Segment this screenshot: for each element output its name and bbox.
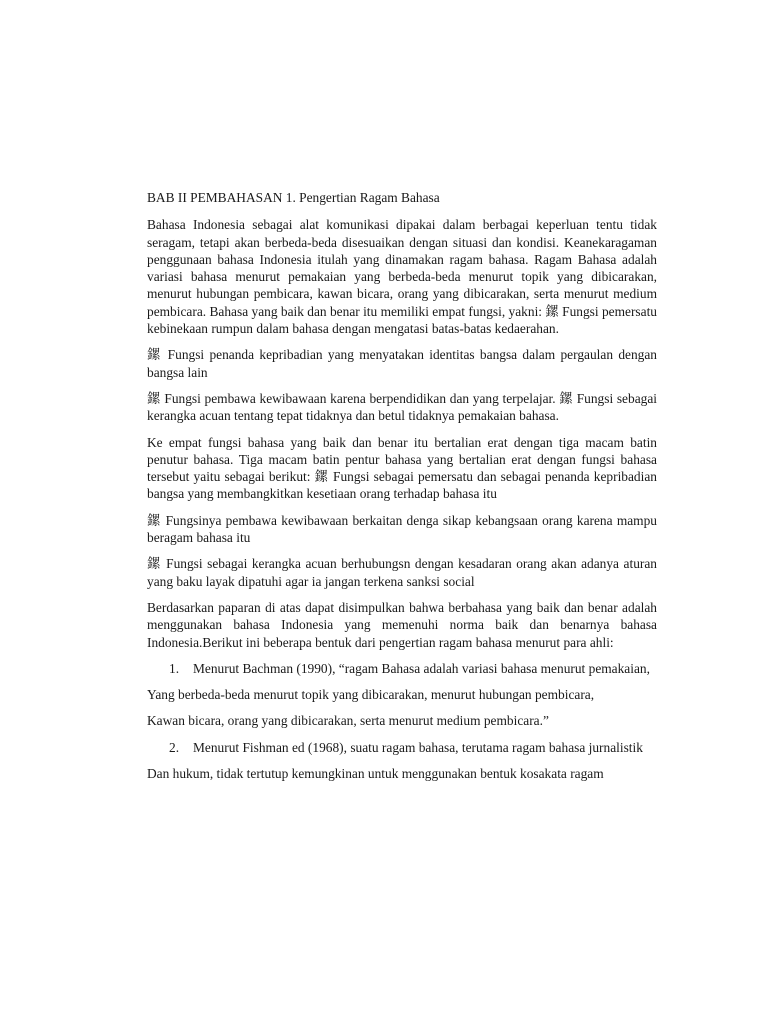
paragraph-bachman-cont-1: Yang berbeda-beda menurut topik yang dibicarakan, menurut hubungan pembicara, [147, 687, 595, 703]
list-item-text: Menurut Fishman ed (1968), suatu ragam bahasa, terutama ragam bahasa jurnalistik [193, 739, 643, 755]
paragraph-intro: Bahasa Indonesia sebagai alat komunikasi dipakai dalam berbagai keperluan tentu tidak seragam, tetapi akan berbeda-beda disesuaikan dengan situasi dan kondisi. Keanekaragaman penggunaan bahasa Indonesia itulah yang dinamakan ragam bahasa. Ragam Bahasa adalah variasi bahasa menurut pemakaian yang berbeda-beda menurut topik yang dibicarakan, menurut hubungan pembicara, kawan bicara, orang yang dibicarakan, serta menurut medium pembicara. Bahasa yang baik dan benar itu memiliki empat fungsi, yakni: 鏍 Fungsi pemersatu kebinekaan rumpun dalam bahasa dengan mengatasi batas-batas kedaerahan. [147, 217, 657, 337]
paragraph-bachman-cont-2: Kawan bicara, orang yang dibicarakan, serta menurut medium pembicara.” [147, 713, 549, 729]
list-item-bachman [147, 660, 657, 677]
list-number: 2. [169, 739, 180, 755]
paragraph-fungsinya-pembawa: 鏍 Fungsinya pembawa kewibawaan berkaitan denga sikap kebangsaan orang karena mampu beragam bahasa itu [147, 512, 657, 546]
list-item-fishman [147, 739, 657, 756]
list-item-text: Menurut Bachman (1990), “ragam Bahasa adalah variasi bahasa menurut pemakaian, [193, 660, 650, 676]
list-number: 1. [169, 660, 180, 676]
paragraph-batin-penutur: Ke empat fungsi bahasa yang baik dan benar itu bertalian erat dengan tiga macam batin penutur bahasa. Tiga macam batin pentur bahasa yang bertalian erat dengan fungsi bahasa tersebut yaitu sebagai berikut: 鏍 Fungsi sebagai pemersatu dan sebagai penanda kepribadian bangsa yang membangkitkan kesetiaan orang terhadap bahasa itu [147, 434, 657, 502]
paragraph-kesimpulan: Berdasarkan paparan di atas dapat disimpulkan bahwa berbahasa yang baik dan benar adalah menggunakan bahasa Indonesia yang memenuhi norma baik dan benarnya bahasa Indonesia.Berikut ini beberapa bentuk dari pengertian ragam bahasa menurut para ahli: [147, 599, 657, 650]
paragraph-fungsi-penanda: 鏍 Fungsi penanda kepribadian yang menyatakan identitas bangsa dalam pergaulan dengan bangsa lain [147, 347, 657, 380]
paragraph-fishman-cont: Dan hukum, tidak tertutup kemungkinan untuk menggunakan bentuk kosakata ragam [147, 766, 604, 782]
paragraph-fungsi-pembawa: 鏍 Fungsi pembawa kewibawaan karena berpendidikan dan yang terpelajar. 鏍 Fungsi sebagai kerangka acuan tentang tepat tidaknya dan betul tidaknya pemakaian bahasa. [147, 390, 657, 424]
document-page [147, 189, 657, 791]
paragraph-kerangka-acuan: 鏍 Fungsi sebagai kerangka acuan berhubungsn dengan kesadaran orang akan adanya aturan yang baku layak dipatuhi agar ia jangan terkena sanksi social [147, 556, 657, 589]
document-title: BAB II PEMBAHASAN 1. Pengertian Ragam Bahasa [147, 190, 440, 205]
